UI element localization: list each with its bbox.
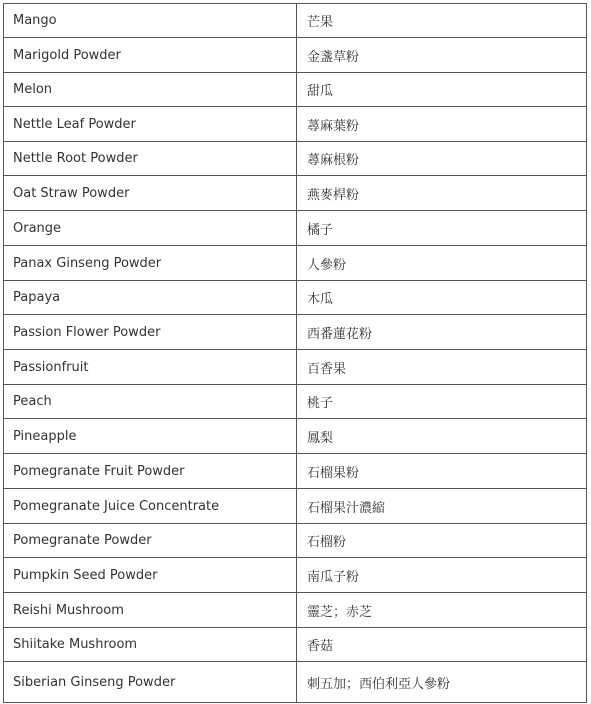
ingredient-english-name: Mango [4,4,297,38]
ingredient-chinese-name: 西番蓮花粉 [297,315,587,350]
table-row [4,315,587,350]
ingredient-english-name: Orange [4,211,297,246]
table-row [4,385,587,419]
ingredient-english-name: Siberian Ginseng Powder [4,662,297,703]
ingredient-chinese-name: 蕁麻葉粉 [297,107,587,142]
table-row [4,211,587,246]
ingredient-english-name: Pineapple [4,419,297,454]
ingredient-chinese-name: 鳳梨 [297,419,587,454]
ingredient-chinese-name: 石榴粉 [297,524,587,558]
ingredient-english-name: Reishi Mushroom [4,593,297,628]
ingredient-english-name: Nettle Leaf Powder [4,107,297,142]
ingredient-chinese-name: 金盞草粉 [297,38,587,73]
ingredient-chinese-name: 木瓜 [297,281,587,315]
ingredient-english-name: Pumpkin Seed Powder [4,558,297,593]
ingredient-chinese-name: 甜瓜 [297,73,587,107]
ingredient-english-name: Papaya [4,281,297,315]
table-row [4,558,587,593]
table-row [4,38,587,73]
ingredient-english-name: Shiitake Mushroom [4,628,297,662]
table-row [4,350,587,385]
ingredient-chinese-name: 南瓜子粉 [297,558,587,593]
ingredient-english-name: Passion Flower Powder [4,315,297,350]
ingredient-chinese-name: 百香果 [297,350,587,385]
ingredient-chinese-name: 蕁麻根粉 [297,142,587,176]
table-row [4,454,587,489]
table-row [4,176,587,211]
table-row [4,142,587,176]
table-body [4,4,587,703]
ingredient-english-name: Panax Ginseng Powder [4,246,297,281]
ingredient-chinese-name: 石榴果粉 [297,454,587,489]
table-row [4,73,587,107]
table-row [4,628,587,662]
ingredient-english-name: Nettle Root Powder [4,142,297,176]
ingredient-chinese-name: 靈芝；赤芝 [297,593,587,628]
table-row [4,281,587,315]
table-row [4,524,587,558]
ingredient-chinese-name: 香菇 [297,628,587,662]
ingredient-chinese-name: 人參粉 [297,246,587,281]
table-row [4,246,587,281]
ingredient-chinese-name: 橘子 [297,211,587,246]
ingredient-chinese-name: 桃子 [297,385,587,419]
ingredient-chinese-name: 燕麥桿粉 [297,176,587,211]
table-row [4,107,587,142]
table-row [4,593,587,628]
table-row [4,419,587,454]
ingredient-english-name: Pomegranate Juice Concentrate [4,489,297,524]
ingredient-chinese-name: 石榴果汁濃縮 [297,489,587,524]
ingredient-english-name: Passionfruit [4,350,297,385]
ingredient-english-name: Melon [4,73,297,107]
ingredient-english-name: Pomegranate Powder [4,524,297,558]
ingredient-english-name: Pomegranate Fruit Powder [4,454,297,489]
ingredient-english-name: Oat Straw Powder [4,176,297,211]
ingredient-translation-table [3,3,587,703]
table-row [4,662,587,703]
ingredient-chinese-name: 芒果 [297,4,587,38]
ingredient-english-name: Marigold Powder [4,38,297,73]
ingredient-english-name: Peach [4,385,297,419]
table-row [4,489,587,524]
table-row [4,4,587,38]
ingredient-chinese-name: 刺五加；西伯利亞人參粉 [297,662,587,703]
